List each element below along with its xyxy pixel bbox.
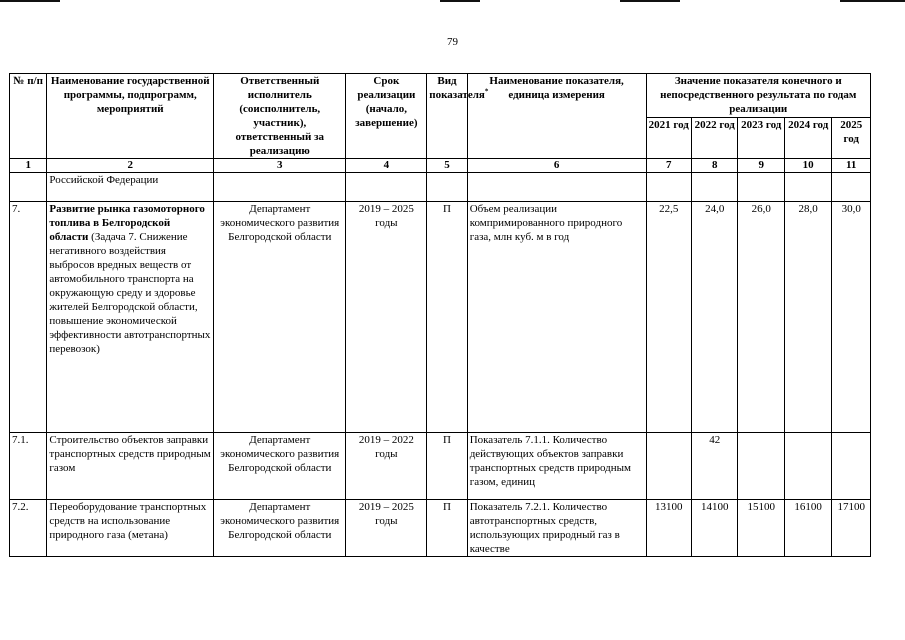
row-value: 30,0 [832, 202, 871, 433]
row-executor: Департамент экономического развития Белгородской области [214, 202, 346, 433]
header-year: 2023 год [738, 117, 784, 159]
table-row [10, 500, 871, 557]
row-name-rest: (Задача 7. Снижение негативного воздействия выбросов вредных веществ от автомобильного транспорта на окружающую среду и здоровье жителей Белгородской области, повышение экономической эффективности автотранспортных перевозок) [49, 231, 211, 355]
row-executor: Департамент экономического развития Белгородской области [214, 500, 346, 557]
row-name: Строительство объектов заправки транспортных средств природным газом [47, 433, 214, 500]
column-numbers-row [10, 159, 871, 173]
row-value: 15100 [738, 500, 784, 557]
row-indicator: Показатель 7.1.1. Количество действующих объектов заправки транспортных средств природным газом, единиц [467, 433, 646, 500]
header-year: 2021 год [646, 117, 691, 159]
table-row [10, 202, 871, 433]
row-value [692, 173, 738, 202]
row-indicator [467, 173, 646, 202]
row-name: Российской Федерации [47, 173, 214, 202]
row-executor: Департамент экономического развития Белгородской области [214, 433, 346, 500]
row-name [47, 202, 214, 433]
footnote-mark: * [484, 87, 489, 96]
row-number: 7. [10, 202, 47, 433]
row-kind: П [427, 500, 467, 557]
scan-edge-line [840, 0, 905, 2]
header-year: 2024 год [784, 117, 831, 159]
column-number: 2 [47, 159, 214, 173]
row-value [738, 173, 784, 202]
row-name-bold: Развитие рынка газомоторного топлива в Белгородской области [49, 203, 205, 243]
row-term [346, 173, 427, 202]
header-number: № п/п [10, 74, 47, 159]
column-number: 10 [784, 159, 831, 173]
header-values-group: Значение показателя конечного и непосредственного результата по годам реализации [646, 74, 870, 118]
row-value: 17100 [832, 500, 871, 557]
row-value: 14100 [692, 500, 738, 557]
page-number: 79 [447, 36, 458, 48]
column-number: 7 [646, 159, 691, 173]
header-executor: Ответственный исполнитель (соисполнитель, участник), ответственный за реализацию [214, 74, 346, 159]
column-number: 11 [832, 159, 871, 173]
row-value [832, 433, 871, 500]
row-indicator: Показатель 7.2.1. Количество автотранспортных средств, использующих природный газ в качестве [467, 500, 646, 557]
row-kind: П [427, 202, 467, 433]
header-indicator-kind-text: Вид показателя [429, 75, 485, 101]
row-value [784, 433, 831, 500]
row-value: 22,5 [646, 202, 691, 433]
row-value [646, 433, 691, 500]
header-program-name: Наименование государственной программы, подпрограмм, мероприятий [47, 74, 214, 159]
row-value: 24,0 [692, 202, 738, 433]
row-term: 2019 – 2025 годы [346, 500, 427, 557]
row-number [10, 173, 47, 202]
row-value [784, 173, 831, 202]
table-row [10, 173, 871, 202]
row-number: 7.1. [10, 433, 47, 500]
row-value: 28,0 [784, 202, 831, 433]
header-indicator-kind [427, 74, 489, 159]
row-name: Переоборудование транспортных средств на использование природного газа (метана) [47, 500, 214, 557]
row-term: 2019 – 2025 годы [346, 202, 427, 433]
scan-edge-line [440, 0, 480, 2]
row-value: 42 [692, 433, 738, 500]
row-executor [214, 173, 346, 202]
column-number: 4 [346, 159, 427, 173]
row-value: 13100 [646, 500, 691, 557]
row-kind [427, 173, 467, 202]
row-value [832, 173, 871, 202]
row-value: 16100 [784, 500, 831, 557]
header-year: 2025 год [832, 117, 871, 159]
scan-edge-line [620, 0, 680, 2]
column-number: 1 [10, 159, 47, 173]
row-value [646, 173, 691, 202]
row-number: 7.2. [10, 500, 47, 557]
column-number: 3 [214, 159, 346, 173]
row-term: 2019 – 2022 годы [346, 433, 427, 500]
column-number: 8 [692, 159, 738, 173]
row-value: 26,0 [738, 202, 784, 433]
header-row [10, 74, 871, 118]
header-year: 2022 год [692, 117, 738, 159]
column-number: 5 [427, 159, 467, 173]
row-indicator: Объем реализации компримированного природного газа, млн куб. м в год [467, 202, 646, 433]
table-row [10, 433, 871, 500]
indicators-table [9, 73, 871, 557]
row-kind: П [427, 433, 467, 500]
row-value [738, 433, 784, 500]
header-term: Срок реализации (начало, завершение) [346, 74, 427, 159]
scan-edge-line [0, 0, 60, 2]
header-indicator-name: Наименование показателя, единица измерения [467, 74, 646, 159]
column-number: 9 [738, 159, 784, 173]
column-number: 6 [467, 159, 646, 173]
